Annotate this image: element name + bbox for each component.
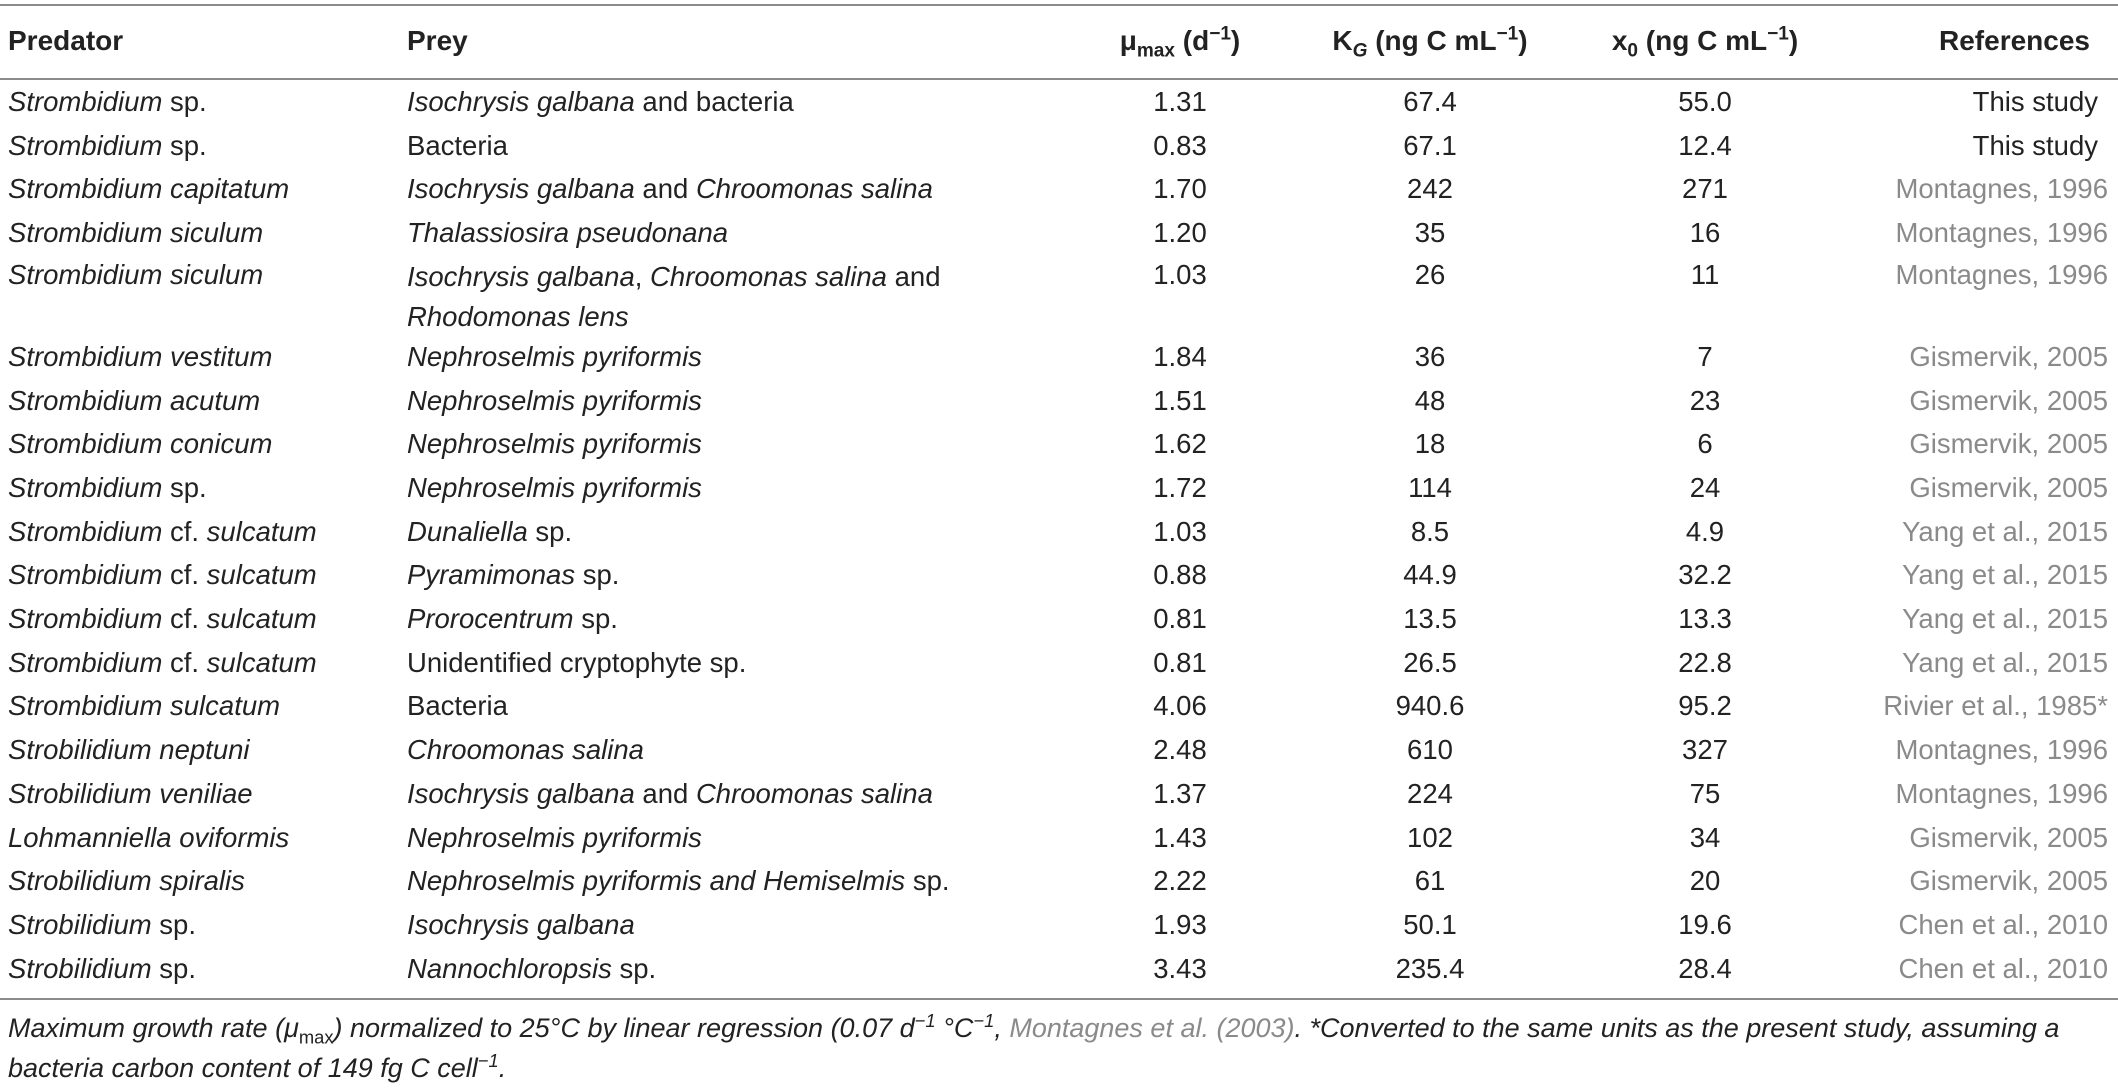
cell-reference[interactable]: Yang et al., 2015 (1902, 515, 2108, 547)
cell-x0: 11 (1690, 258, 1720, 290)
cell-reference[interactable]: Gismervik, 2005 (1909, 428, 2108, 460)
cell-prey: Nannochloropsis sp. (407, 952, 657, 984)
cell-x0: 24 (1689, 471, 1721, 503)
cell-mu-max: 2.48 (1153, 734, 1207, 766)
cell-predator: Strombidium capitatum (8, 173, 290, 205)
header-x0: $x_0$ (ng C $mL^{-1}$) (1611, 23, 1799, 62)
cell-x0: 4.9 (1685, 515, 1725, 547)
cell-mu-max: 0.88 (1153, 559, 1207, 591)
cell-predator: Lohmanniella oviformis (8, 821, 290, 853)
header-references: References (1939, 25, 2090, 56)
cell-mu-max: 1.84 (1153, 340, 1207, 372)
cell-x0: 28.4 (1678, 952, 1732, 984)
table-row (0, 641, 2118, 684)
cell-x0: 327 (1682, 734, 1728, 766)
cell-prey: Nephroselmis pyriformis (407, 340, 702, 372)
cell-predator: Strombidium vestitum (8, 340, 273, 372)
cell-predator: Strobilidium spiralis (8, 865, 245, 897)
cell-predator: Strobilidium neptuni (8, 734, 250, 766)
cell-mu-max: 1.93 (1153, 908, 1207, 940)
table-row (0, 379, 2118, 422)
cell-x0: 19.6 (1678, 908, 1732, 940)
cell-prey: Thalassiosira pseudonana (407, 217, 729, 249)
cell-mu-max: 4.06 (1153, 690, 1207, 722)
cell-kg: 67.4 (1403, 86, 1457, 117)
cell-reference[interactable]: Montagnes, 1996 (1895, 777, 2108, 809)
table-row (0, 903, 2118, 946)
cell-reference: This study (1972, 129, 2098, 161)
cell-mu-max: 0.81 (1153, 646, 1207, 678)
cell-reference[interactable]: Montagnes, 1996 (1895, 258, 2108, 290)
cell-prey: Chroomonas salina (407, 734, 644, 766)
header-mu-max: $\mu_{max}$ $(d^{-1})$ (1119, 23, 1241, 62)
cell-kg: 13.5 (1403, 603, 1457, 634)
cell-x0: 55.0 (1678, 86, 1732, 117)
cell-predator: Strobilidium veniliae (8, 777, 253, 809)
cell-predator: Strombidium cf. sulcatum (8, 646, 317, 678)
table-row (0, 124, 2118, 167)
footnote-reference-link[interactable]: Montagnes et al. (2003) (1009, 1013, 1295, 1043)
header-predator: Predator (8, 25, 124, 56)
cell-mu-max: 3.43 (1153, 952, 1207, 984)
table-row (0, 80, 2118, 123)
cell-reference[interactable]: Gismervik, 2005 (1909, 865, 2108, 897)
table-row (0, 859, 2118, 902)
header-prey: Prey (407, 25, 468, 56)
table-header-row (0, 14, 2118, 68)
cell-mu-max: 1.31 (1153, 86, 1207, 117)
cell-prey: Isochrysis galbana and Chroomonas salina (407, 777, 933, 809)
cell-reference[interactable]: Montagnes, 1996 (1895, 173, 2108, 205)
cell-prey: Nephroselmis pyriformis (407, 384, 702, 416)
cell-predator: Strombidium siculum (8, 258, 264, 290)
cell-kg: 224 (1407, 777, 1453, 809)
cell-kg: 35 (1414, 217, 1446, 249)
cell-prey: Bacteria (407, 129, 508, 161)
table-row (0, 597, 2118, 640)
cell-mu-max: 1.43 (1153, 821, 1207, 853)
cell-mu-max: 0.81 (1153, 603, 1207, 634)
cell-predator: Strombidium sp. (8, 86, 207, 117)
cell-kg: 242 (1407, 173, 1453, 205)
cell-predator: Strombidium sulcatum (8, 690, 281, 722)
cell-reference[interactable]: Gismervik, 2005 (1909, 471, 2108, 503)
cell-mu-max: 1.37 (1153, 777, 1207, 809)
cell-predator: Strombidium cf. sulcatum (8, 603, 317, 634)
cell-kg: 48 (1414, 384, 1446, 416)
cell-mu-max: 1.20 (1153, 217, 1207, 249)
cell-mu-max: 1.51 (1153, 384, 1207, 416)
table-row (0, 466, 2118, 509)
cell-x0: 20 (1689, 865, 1721, 897)
cell-kg: 235.4 (1395, 952, 1465, 984)
cell-x0: 12.4 (1678, 129, 1732, 161)
cell-mu-max: 2.22 (1153, 865, 1207, 897)
cell-predator: Strombidium conicum (8, 428, 273, 460)
table-footnote: Maximum growth rate $(\mu_{max})$ normalized to 25°C by linear regression (0.07 $d^{-1}$ $^\circ C^{-1}$, Montagnes et al. (2003). *Converted to the same units as the present study, assuming a bacteria carbon content of 149 fg C cell$^{-1}$. (8, 1010, 2060, 1083)
cell-predator: Strombidium sp. (8, 129, 207, 161)
cell-kg: 114 (1408, 471, 1452, 503)
table-row (0, 772, 2118, 815)
cell-reference[interactable]: Yang et al., 2015 (1902, 646, 2108, 678)
cell-x0: 13.3 (1678, 603, 1732, 634)
table-bottom-rule (0, 998, 2118, 1000)
cell-x0: 95.2 (1678, 690, 1732, 722)
cell-kg: 50.1 (1403, 908, 1457, 940)
table-row (0, 728, 2118, 771)
cell-kg: 26 (1414, 258, 1446, 290)
cell-prey: Isochrysis galbana and Chroomonas salina (407, 173, 933, 205)
cell-kg: 940.6 (1395, 690, 1465, 722)
cell-prey: Nephroselmis pyriformis (407, 821, 702, 853)
table-row (0, 335, 2118, 378)
cell-x0: 16 (1689, 217, 1721, 249)
cell-prey: Pyramimonas sp. (407, 559, 620, 591)
cell-mu-max: 1.62 (1153, 428, 1207, 460)
table-row (0, 422, 2118, 465)
cell-x0: 22.8 (1678, 646, 1732, 678)
cell-reference[interactable]: Yang et al., 2015 (1902, 559, 2108, 591)
cell-kg: 61 (1414, 865, 1446, 897)
cell-kg: 18 (1414, 428, 1446, 460)
table-row (0, 167, 2118, 210)
cell-prey: Nephroselmis pyriformis (407, 428, 702, 460)
cell-reference[interactable]: Gismervik, 2005 (1909, 821, 2108, 853)
cell-reference: This study (1972, 86, 2098, 117)
cell-prey: Isochrysis galbana and bacteria (407, 86, 794, 117)
cell-predator: Strombidium cf. sulcatum (8, 559, 317, 591)
cell-predator: Strombidium sp. (8, 471, 207, 503)
cell-kg: 36 (1414, 340, 1446, 372)
table-row (0, 255, 2118, 339)
cell-prey: Nephroselmis pyriformis (407, 471, 702, 503)
cell-x0: 75 (1689, 777, 1721, 809)
cell-x0: 32.2 (1678, 559, 1732, 591)
table-row (0, 816, 2118, 859)
cell-x0: 271 (1682, 173, 1728, 205)
table-row (0, 684, 2118, 727)
table-row (0, 211, 2118, 254)
cell-kg: 102 (1407, 821, 1453, 853)
cell-predator: Strombidium siculum (8, 217, 264, 249)
cell-predator: Strombidium acutum (8, 384, 261, 416)
cell-reference[interactable]: Montagnes, 1996 (1895, 734, 2108, 766)
cell-x0: 23 (1689, 384, 1721, 416)
cell-reference[interactable]: Rivier et al., 1985* (1883, 690, 2108, 722)
cell-reference[interactable]: Gismervik, 2005 (1909, 340, 2108, 372)
cell-x0: 7 (1697, 340, 1713, 372)
cell-kg: 610 (1407, 734, 1453, 766)
cell-reference[interactable]: Chen et al., 2010 (1898, 908, 2108, 940)
cell-mu-max: 1.03 (1153, 515, 1207, 547)
cell-prey: Dunaliella sp. (407, 515, 573, 547)
cell-predator: Strombidium cf. sulcatum (8, 515, 317, 547)
cell-reference[interactable]: Gismervik, 2005 (1909, 384, 2108, 416)
cell-prey: Isochrysis galbana (407, 908, 635, 940)
cell-kg: 67.1 (1403, 129, 1457, 161)
cell-mu-max: 1.03 (1153, 258, 1207, 290)
cell-mu-max: 1.72 (1153, 471, 1207, 503)
cell-mu-max: 0.83 (1153, 129, 1207, 161)
cell-prey: Prorocentrum sp. (407, 603, 618, 634)
cell-prey: Isochrysis galbana, Chroomonas salina and Rhodomonas lens (407, 260, 941, 332)
cell-x0: 34 (1689, 821, 1721, 853)
table-top-rule (0, 4, 2118, 6)
cell-reference[interactable]: Yang et al., 2015 (1902, 603, 2108, 634)
cell-reference[interactable]: Montagnes, 1996 (1895, 217, 2108, 249)
cell-predator: Strobilidium sp. (8, 952, 196, 984)
cell-kg: 8.5 (1410, 515, 1450, 547)
table-row (0, 510, 2118, 553)
cell-predator: Strobilidium sp. (8, 908, 196, 940)
cell-mu-max: 1.70 (1153, 173, 1207, 205)
header-kg: $K_G$ (ng C $mL^{-1}$) (1332, 23, 1528, 62)
cell-kg: 26.5 (1403, 646, 1457, 678)
cell-prey: Bacteria (407, 690, 508, 722)
cell-prey: Unidentified cryptophyte sp. (407, 646, 747, 678)
cell-kg: 44.9 (1403, 559, 1457, 591)
cell-reference[interactable]: Chen et al., 2010 (1898, 952, 2108, 984)
table-row (0, 553, 2118, 596)
cell-prey: Nephroselmis pyriformis and Hemiselmis sp. (407, 865, 950, 897)
table-row (0, 947, 2118, 990)
cell-x0: 6 (1697, 428, 1713, 460)
